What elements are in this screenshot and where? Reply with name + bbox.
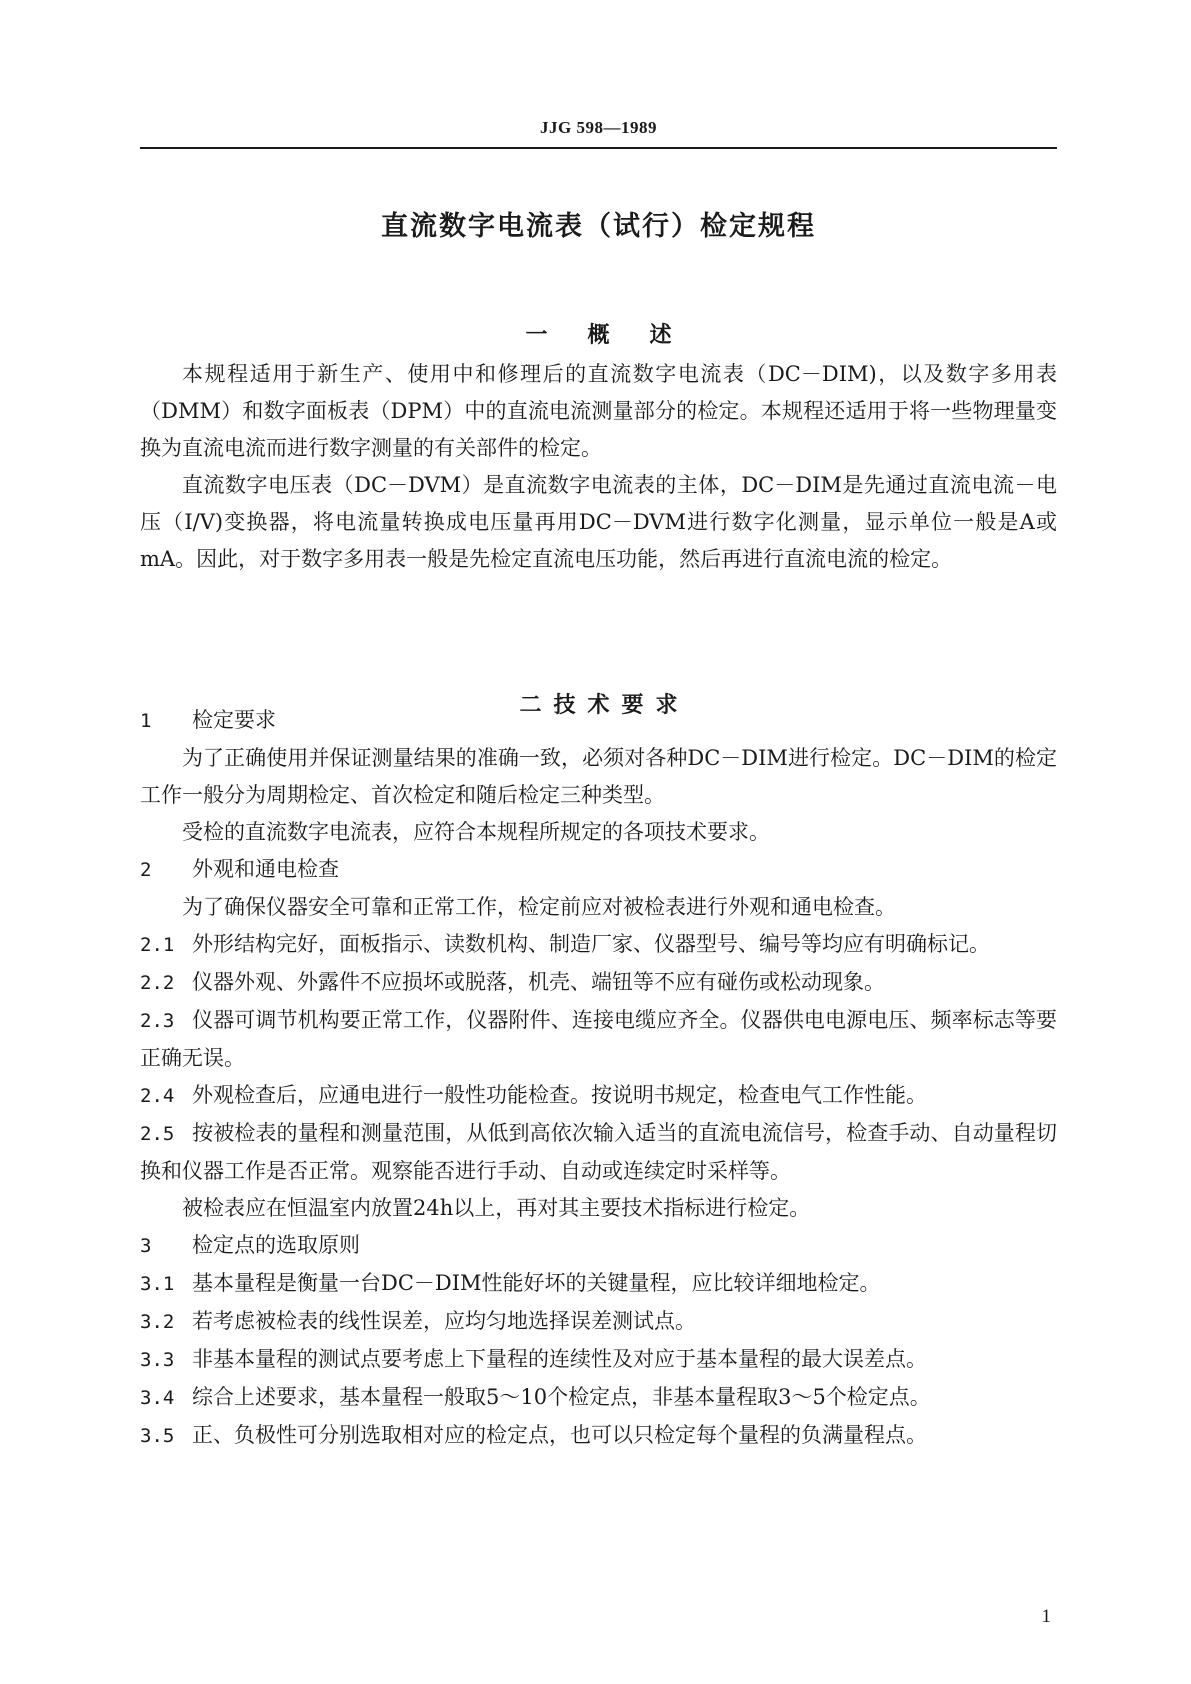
- requirement-item: [140, 702, 1057, 740]
- document-title: 直流数字电流表（试行）检定规程: [381, 211, 816, 242]
- clause-number: 3.3: [140, 1349, 175, 1371]
- overview-paragraph: 直流数字电压表（DC－DVM）是直流数字电流表的主体，DC－DIM是先通过直流电流－电压（I/V)变换器，将电流量转换成电压量再用DC－DVM进行数字化测量，显示单位一般是A或mA。因此，对于数字多用表一般是先检定直流电压功能，然后再进行直流电流的检定。: [140, 473, 1057, 571]
- clause-text: 正、负极性可分别选取相对应的检定点，也可以只检定每个量程的负满量程点。: [192, 1423, 927, 1447]
- page-number: 1: [1041, 1606, 1051, 1627]
- clause-text: 为了正确使用并保证测量结果的准确一致，必须对各种DC－DIM进行检定。DC－DIM的检定工作一般分为周期检定、首次检定和随后检定三种类型。: [140, 746, 1057, 807]
- requirement-item: [140, 740, 1057, 814]
- clause-text: 检定点的选取原则: [192, 1233, 360, 1257]
- requirement-item: [140, 1379, 1057, 1417]
- requirement-item: [140, 1341, 1057, 1379]
- clause-text: 基本量程是衡量一台DC－DIM性能好坏的关键量程，应比较详细地检定。: [192, 1271, 881, 1295]
- clause-number: 3.2: [140, 1311, 175, 1333]
- requirement-item: [140, 926, 1057, 964]
- section-title-overview: 一概述: [525, 323, 712, 348]
- clause-text: 仪器可调节机构要正常工作，仪器附件、连接电缆应齐全。仪器供电电源电压、频率标志等要正确无误。: [140, 1008, 1057, 1070]
- requirement-item: [140, 1265, 1057, 1303]
- clause-text: 综合上述要求，基本量程一般取5～10个检定点，非基本量程取3～5个检定点。: [192, 1385, 931, 1409]
- requirement-item: [140, 814, 1057, 851]
- section-overview-body: [140, 356, 1057, 578]
- requirement-item: [140, 1077, 1057, 1115]
- clause-text: 检定要求: [192, 708, 276, 732]
- clause-number: 2.4: [140, 1085, 175, 1107]
- clause-text: 外观检查后，应通电进行一般性功能检查。按说明书规定，检查电气工作性能。: [192, 1083, 927, 1107]
- clause-text: 若考虑被检表的线性误差，应均匀地选择误差测试点。: [192, 1309, 696, 1333]
- clause-number: 2: [140, 859, 152, 881]
- clause-number: 3.5: [140, 1425, 175, 1447]
- section-title-technical-requirements: 二技术要求: [519, 693, 690, 718]
- clause-number: 2.5: [140, 1123, 175, 1145]
- requirement-item: [140, 1227, 1057, 1265]
- requirement-item: [140, 1417, 1057, 1455]
- clause-number: 3.4: [140, 1387, 175, 1409]
- header-divider: [140, 147, 1057, 149]
- clause-number: 2.3: [140, 1010, 175, 1032]
- requirement-item: [140, 1002, 1057, 1077]
- clause-number: 3: [140, 1235, 152, 1257]
- requirement-item: [140, 1303, 1057, 1341]
- requirement-item: [140, 851, 1057, 889]
- clause-number: 1: [140, 710, 152, 732]
- clause-number: 3.1: [140, 1273, 175, 1295]
- clause-text: 仪器外观、外露件不应损坏或脱落，机壳、端钮等不应有碰伤或松动现象。: [192, 970, 885, 994]
- clause-number: 2.2: [140, 972, 175, 994]
- section-requirements-body: [140, 702, 1057, 1455]
- overview-paragraph: 本规程适用于新生产、使用中和修理后的直流数字电流表（DC－DIM)，以及数字多用表（DMM）和数字面板表（DPM）中的直流电流测量部分的检定。本规程还适用于将一些物理量变换为直流电流而进行数字测量的有关部件的检定。: [140, 362, 1057, 460]
- requirement-item: [140, 1115, 1057, 1190]
- clause-text: 为了确保仪器安全可靠和正常工作，检定前应对被检表进行外观和通电检查。: [182, 895, 896, 919]
- standard-code-header: JJG 598—1989: [540, 118, 657, 137]
- clause-text: 外观和通电检查: [192, 857, 339, 881]
- clause-number: 2.1: [140, 934, 175, 956]
- clause-text: 外形结构完好，面板指示、读数机构、制造厂家、仪器型号、编号等均应有明确标记。: [192, 932, 990, 956]
- requirement-item: [140, 1190, 1057, 1227]
- clause-text: 按被检表的量程和测量范围，从低到高依次输入适当的直流电流信号，检查手动、自动量程切换和仪器工作是否正常。观察能否进行手动、自动或连续定时采样等。: [140, 1121, 1057, 1183]
- requirement-item: [140, 964, 1057, 1002]
- clause-text: 受检的直流数字电流表，应符合本规程所规定的各项技术要求。: [182, 820, 770, 844]
- requirement-item: [140, 889, 1057, 926]
- clause-text: 被检表应在恒温室内放置24h以上，再对其主要技术指标进行检定。: [182, 1196, 811, 1220]
- clause-text: 非基本量程的测试点要考虑上下量程的连续性及对应于基本量程的最大误差点。: [192, 1347, 927, 1371]
